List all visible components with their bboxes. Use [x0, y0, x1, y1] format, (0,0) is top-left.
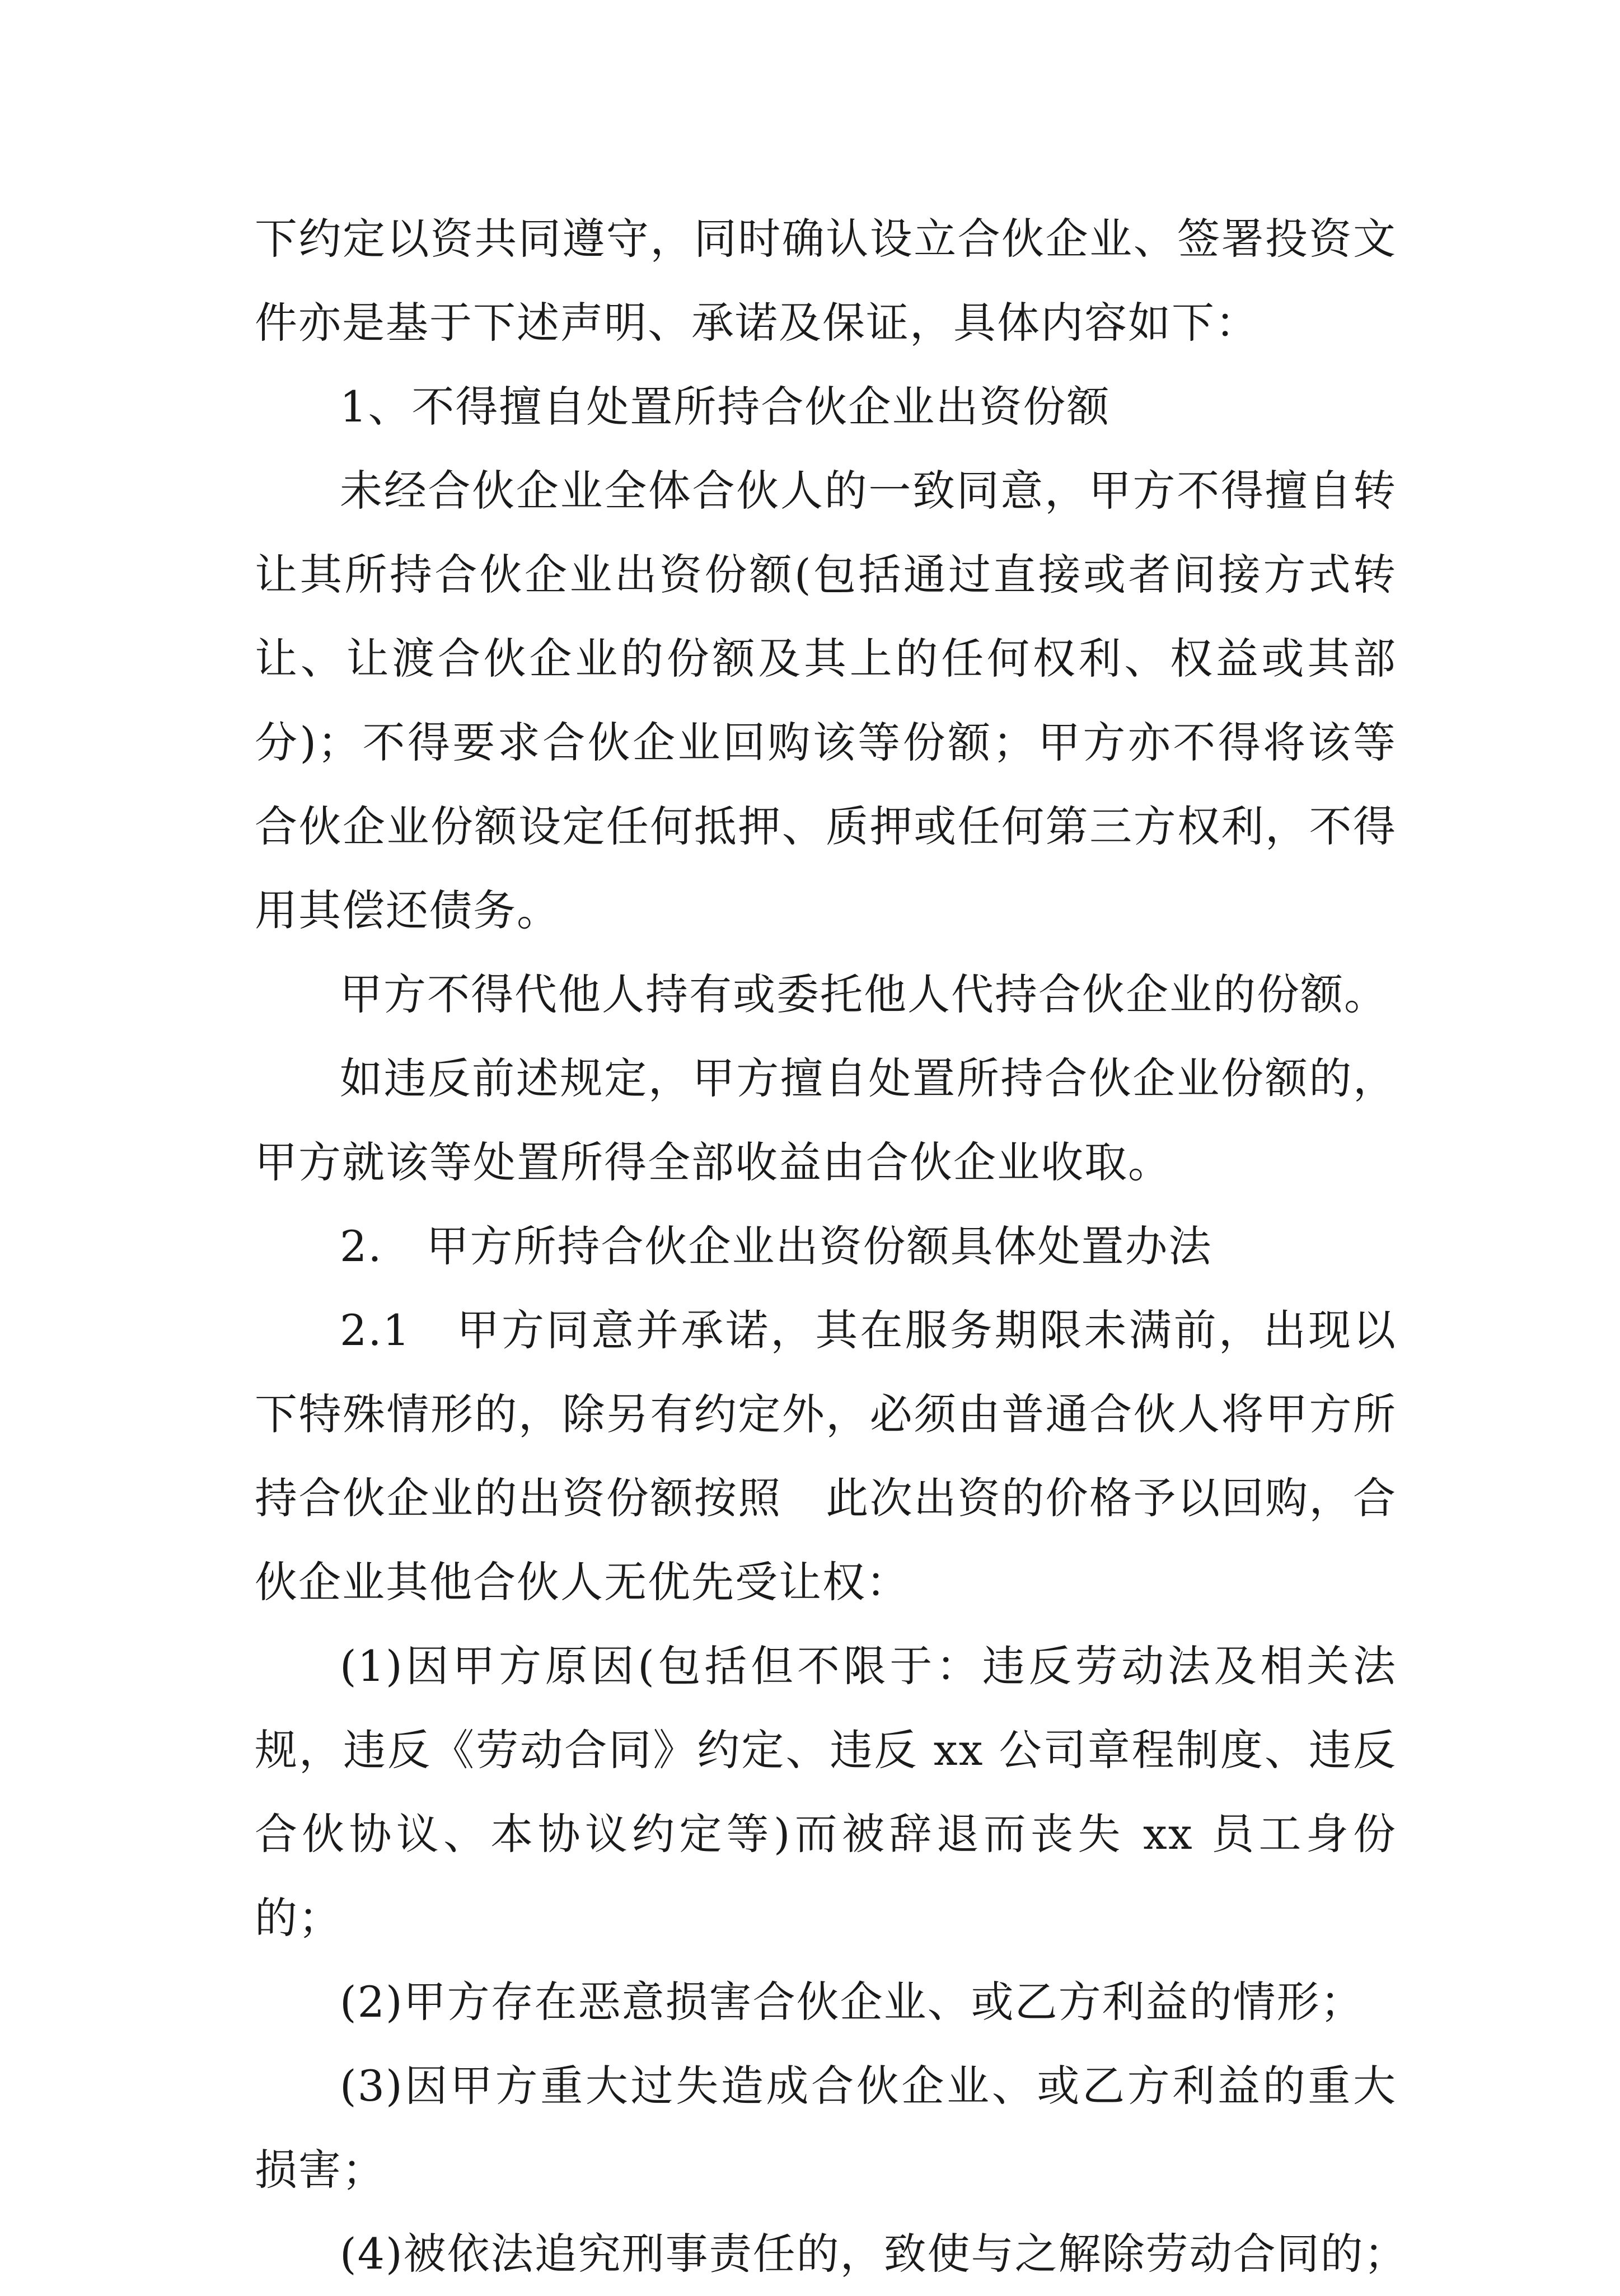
- section-heading-2: 2. 甲方所持合伙企业出资份额具体处置办法: [340, 1221, 1212, 1271]
- document-body: [255, 197, 1408, 2296]
- paragraph-no-proxy-holding: 甲方不得代他人持有或委托他人代持合伙企业的份额。: [340, 969, 1388, 1019]
- list-item-2: (2)甲方存在恶意损害合伙企业、或乙方利益的情形；: [340, 1977, 1364, 2027]
- list-item-4: (4)被依法追究刑事责任的，致使与之解除劳动合同的；: [340, 2229, 1408, 2279]
- list-item-3: (3)因甲方重大过失造成合伙企业、或乙方利益的重大损害；: [255, 2061, 1397, 2195]
- list-item-1: (1)因甲方原因(包括但不限于：违反劳动法及相关法规，违反《劳动合同》约定、违反 xx 公司章程制度、违反合伙协议、本协议约定等)而被辞退而丧失 xx 员工身份的；: [255, 1641, 1397, 1943]
- paragraph-transfer-restriction: 未经合伙企业全体合伙人的一致同意，甲方不得擅自转让其所持合伙企业出资份额(包括通过直接或者间接方式转让、让渡合伙企业的份额及其上的任何权利、权益或其部分)；不得要求合伙企业回购该等份额；甲方亦不得将该等合伙企业份额设定任何抵押、质押或任何第三方权利，不得用其偿还债务。: [255, 466, 1397, 935]
- clause-2-1: 2.1 甲方同意并承诺，其在服务期限未满前，出现以下特殊情形的，除另有约定外，必须由普通合伙人将甲方所持合伙企业的出资份额按照 此次出资的价格予以回购，合伙企业其他合伙人无优先受让权：: [255, 1305, 1397, 1607]
- paragraph-violation-consequence: 如违反前述规定，甲方擅自处置所持合伙企业份额的，甲方就该等处置所得全部收益由合伙企业收取。: [255, 1053, 1397, 1187]
- paragraph-continuation: 下约定以资共同遵守，同时确认设立合伙企业、签署投资文件亦是基于下述声明、承诺及保证，具体内容如下：: [255, 214, 1397, 348]
- section-heading-1: 1、不得擅自处置所持合伙企业出资份额: [340, 382, 1111, 432]
